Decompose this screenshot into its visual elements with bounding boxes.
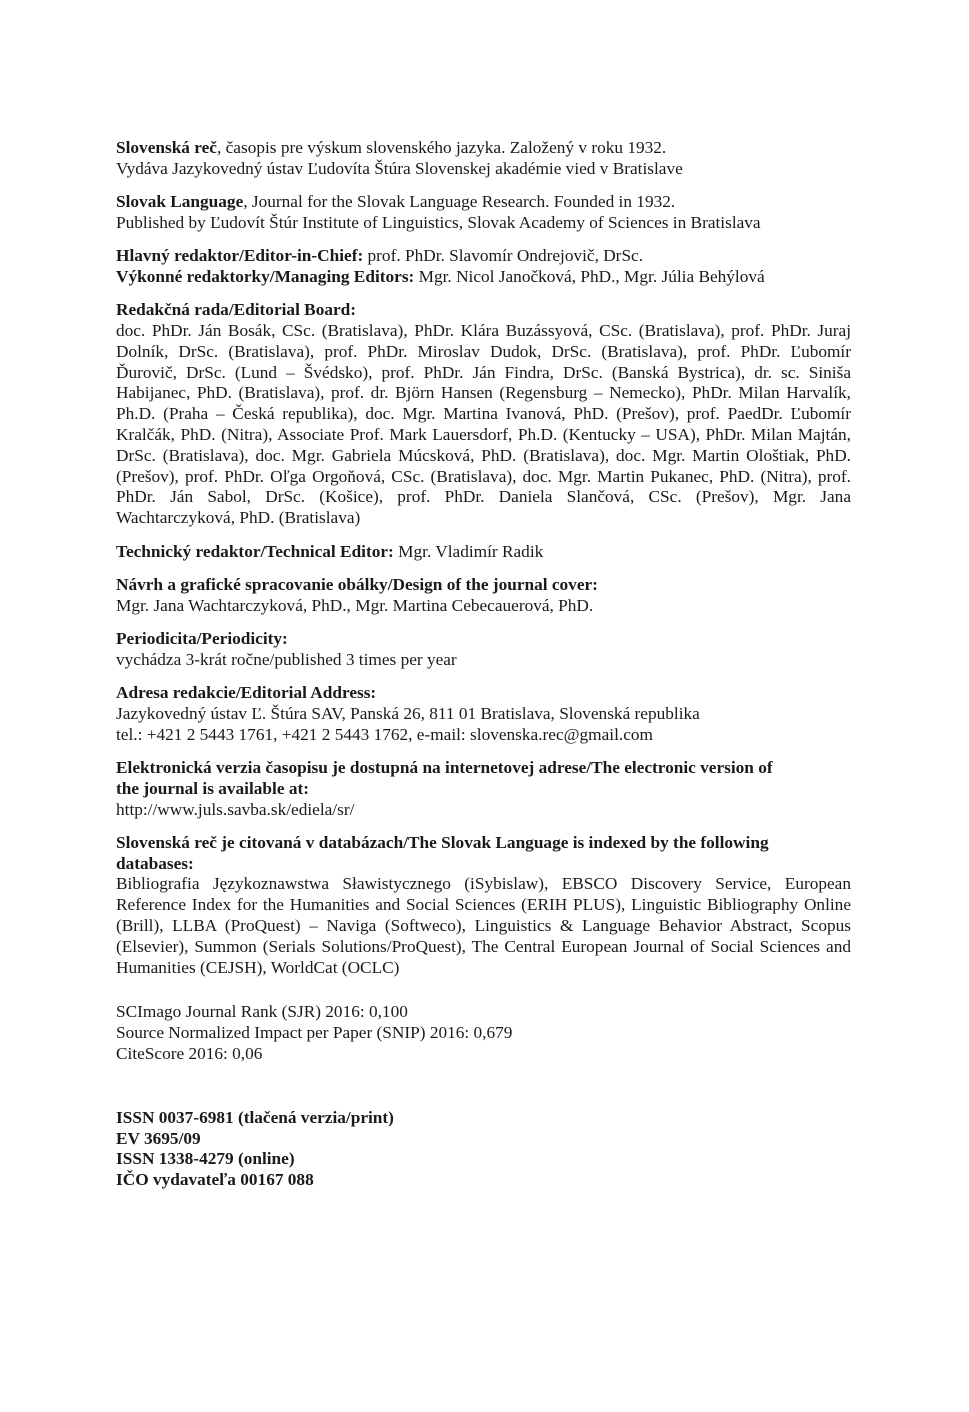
cover-design-section xyxy=(116,575,851,617)
editorial-address-line1: Jazykovedný ústav Ľ. Štúra SAV, Panská 26, 811 01 Bratislava, Slovenská republika xyxy=(116,703,700,723)
journal-title-en: Slovak Language xyxy=(116,192,244,212)
technical-editor-value: Mgr. Vladimír Radik xyxy=(393,541,544,561)
editorial-address-section xyxy=(116,683,851,745)
managing-editors-value: Mgr. Nicol Janočková, PhD., Mgr. Júlia Behýlová xyxy=(414,266,765,286)
intro-english-line1-rest: , Journal for the Slovak Language Research. Founded in 1932. xyxy=(243,192,676,212)
cover-design-label: Návrh a grafické spracovanie obálky/Design of the journal cover: xyxy=(116,574,598,594)
editors-section xyxy=(116,246,851,288)
periodicity-value: vychádza 3-krát ročne/published 3 times per year xyxy=(116,649,457,669)
publisher-ico: IČO vydavateľa 00167 088 xyxy=(116,1170,314,1190)
indexing-label-line2: databases: xyxy=(116,853,194,873)
journal-title-sk: Slovenská reč xyxy=(116,138,217,157)
electronic-version-label-line2: the journal is available at: xyxy=(116,778,309,798)
electronic-version-section xyxy=(116,758,851,820)
electronic-version-label-line1: Elektronická verzia časopisu je dostupná na internetovej adrese/The electronic version of xyxy=(116,757,773,777)
periodicity-section xyxy=(116,629,851,671)
editorial-board-section xyxy=(116,300,851,529)
cover-design-value: Mgr. Jana Wachtarczyková, PhD., Mgr. Martina Cebecauerová, PhD. xyxy=(116,595,594,615)
editorial-address-label: Adresa redakcie/Editorial Address: xyxy=(116,683,377,703)
intro-slovak-line1-rest: , časopis pre výskum slovenského jazyka. Založený v roku 1932. xyxy=(216,138,667,157)
technical-editor-label: Technický redaktor/Technical Editor: xyxy=(116,541,394,561)
intro-slovak-line1 xyxy=(116,138,851,159)
sjr-metric: SCImago Journal Rank (SJR) 2016: 0,100 xyxy=(116,1002,408,1022)
indexing-section xyxy=(116,833,851,979)
editor-in-chief xyxy=(116,246,851,267)
editorial-board-text: doc. PhDr. Ján Bosák, CSc. (Bratislava), PhDr. Klára Buzássyová, CSc. (Bratislava), prof. PhDr. Juraj Dolník, DrSc. (Bratislava), prof. PhDr. Miroslav Dudok, DrSc. (Bratislava), prof. PhDr. Ľubomír Ďurovič, DrSc. (Lund – Švédsko), prof. PhDr. Ján Findra, DrSc. (Banská Bystrica), dr. sc. Siniša Habijanec, PhD. (Bratislava), prof. dr. Björn Hansen (Regensburg – Nemecko), PhDr. Milan Harvalík, Ph.D. (Praha – Česká republika), doc. Mgr. Martina Ivanová, PhD. (Prešov), prof. PaedDr. Ľubomír Kralčák, PhD. (Nitra), Associate Prof. Mark Lauersdorf, Ph.D. (Kentucky – USA), PhDr. Milan Majtán, DrSc. (Bratislava), doc. Mgr. Gabriela Múcsková, PhD. (Bratislava), doc. Mgr. Martin Ološtiak, PhD. (Prešov), prof. PhDr. Oľga Orgoňová, CSc. (Bratislava), doc. Mgr. Martin Pukanec, PhD. (Nitra), prof. PhDr. Ján Sabol, DrSc. (Košice), prof. PhDr. Daniela Slančová, CSc. (Prešov), Mgr. Jana Wachtarczyková, PhD. (Bratislava) xyxy=(116,321,851,528)
citescore-metric: CiteScore 2016: 0,06 xyxy=(116,1043,263,1063)
technical-editor-section xyxy=(116,542,851,563)
intro-slovak xyxy=(116,138,851,180)
metrics-section xyxy=(116,1002,851,1064)
imprint-page xyxy=(116,138,851,1203)
editorial-address-line2: tel.: +421 2 5443 1761, +421 2 5443 1762, e-mail: slovenska.rec@gmail.com xyxy=(116,724,653,744)
intro-english xyxy=(116,192,851,234)
intro-english-line1 xyxy=(116,192,851,213)
indexing-label-line1: Slovenská reč je citovaná v databázach/The Slovak Language is indexed by the following xyxy=(116,832,769,852)
intro-slovak-line2: Vydáva Jazykovedný ústav Ľudovíta Štúra Slovenskej akadémie vied v Bratislave xyxy=(116,158,683,178)
identifiers-section xyxy=(116,1108,851,1191)
periodicity-label: Periodicita/Periodicity: xyxy=(116,628,288,648)
editorial-board-label: Redakčná rada/Editorial Board: xyxy=(116,300,357,320)
indexing-databases-text: Bibliografia Językoznawstwa Sławistycznego (iSybislaw), EBSCO Discovery Service, European Reference Index for the Humanities and Social Sciences (ERIH PLUS), Linguistic Bibliography Online (Brill), LLBA (ProQuest) – Naviga (Softweco), Linguistics & Language Behavior Abstract, Scopus (Elsevier), Summon (Serials Solutions/ProQuest), The Central European Journal of Social Sciences and Humanities (CEJSH), WorldCat (OCLC) xyxy=(116,874,851,977)
editor-in-chief-label: Hlavný redaktor/Editor-in-Chief: xyxy=(116,246,364,266)
ev-number: EV 3695/09 xyxy=(116,1128,201,1148)
technical-editor xyxy=(116,542,851,563)
snip-metric: Source Normalized Impact per Paper (SNIP) 2016: 0,679 xyxy=(116,1023,513,1043)
intro-english-line2: Published by Ľudovít Štúr Institute of Linguistics, Slovak Academy of Sciences in Bratislava xyxy=(116,212,761,232)
electronic-version-link[interactable]: http://www.juls.savba.sk/ediela/sr/ xyxy=(116,799,355,819)
issn-online: ISSN 1338-4279 (online) xyxy=(116,1149,295,1169)
issn-print: ISSN 0037-6981 (tlačená verzia/print) xyxy=(116,1107,394,1127)
managing-editors xyxy=(116,267,851,288)
managing-editors-label: Výkonné redaktorky/Managing Editors: xyxy=(116,266,415,286)
editor-in-chief-value: prof. PhDr. Slavomír Ondrejovič, DrSc. xyxy=(363,246,644,266)
